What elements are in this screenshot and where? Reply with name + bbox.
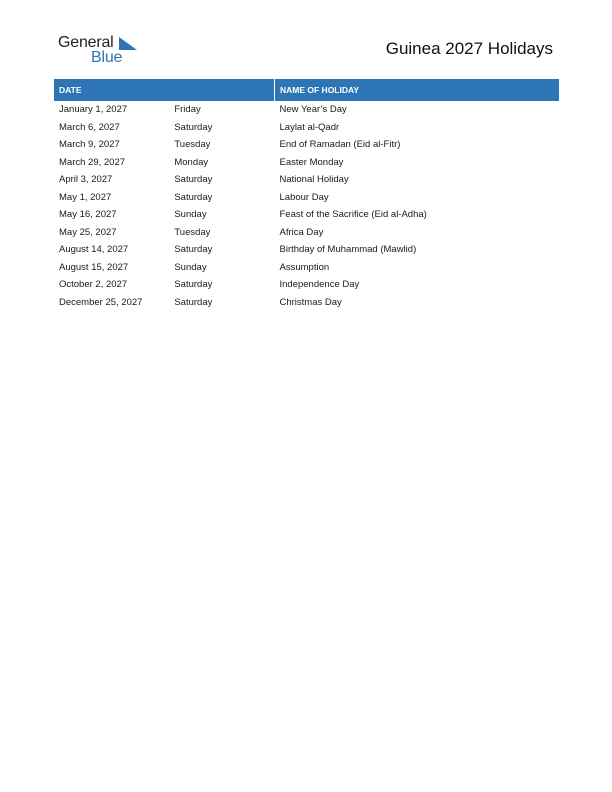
holiday-weekday: Saturday	[174, 244, 213, 256]
holiday-date: May 16, 2027	[59, 209, 117, 221]
holiday-name: Christmas Day	[279, 296, 342, 308]
holiday-weekday: Tuesday	[174, 226, 211, 238]
holiday-name: Africa Day	[279, 226, 324, 238]
holiday-name: Assumption	[279, 261, 330, 273]
holiday-name: Birthday of Muhammad (Mawlid)	[279, 244, 417, 256]
logo-text-general: General	[58, 34, 114, 51]
table-row	[54, 259, 559, 277]
table-row	[54, 294, 559, 312]
holiday-name: New Year’s Day	[279, 104, 347, 116]
holiday-weekday: Friday	[174, 104, 201, 116]
holiday-date: May 25, 2027	[59, 226, 117, 238]
holiday-weekday: Tuesday	[174, 139, 211, 151]
table-row	[54, 224, 559, 242]
holiday-name: Feast of the Sacrifice (Eid al-Adha)	[279, 209, 427, 221]
holiday-date: August 14, 2027	[59, 244, 129, 256]
holiday-date: October 2, 2027	[59, 279, 128, 291]
holiday-name: National Holiday	[279, 174, 349, 186]
table-row	[54, 136, 559, 154]
holiday-name: Labour Day	[279, 191, 329, 203]
table-row	[54, 276, 559, 294]
table-row	[54, 154, 559, 172]
table-row	[54, 241, 559, 259]
holiday-date: April 3, 2027	[59, 174, 113, 186]
holiday-weekday: Saturday	[174, 191, 213, 203]
table-header-row	[54, 79, 559, 101]
holiday-name: Laylat al-Qadr	[279, 121, 340, 133]
holiday-weekday: Saturday	[174, 174, 213, 186]
holiday-weekday: Saturday	[174, 279, 213, 291]
table-row	[54, 206, 559, 224]
header-date: DATE	[54, 79, 275, 101]
header-holiday-name: NAME OF HOLIDAY	[280, 85, 360, 95]
holiday-weekday: Monday	[174, 156, 209, 168]
holiday-date: December 25, 2027	[59, 296, 143, 308]
logo-text-blue: Blue	[91, 49, 123, 66]
holiday-name: End of Ramadan (Eid al-Fitr)	[279, 139, 401, 151]
table-body	[54, 101, 559, 311]
page-title: Guinea 2027 Holidays	[385, 39, 553, 58]
holiday-weekday: Sunday	[174, 261, 207, 273]
table-row	[54, 101, 559, 119]
holiday-weekday: Saturday	[174, 121, 213, 133]
holiday-date: March 29, 2027	[59, 156, 126, 168]
holiday-name: Easter Monday	[279, 156, 344, 168]
table-row	[54, 171, 559, 189]
holiday-date: March 9, 2027	[59, 139, 120, 151]
holiday-table	[54, 79, 559, 311]
holiday-weekday: Sunday	[174, 209, 207, 221]
table-row	[54, 189, 559, 207]
generalblue-logo	[58, 34, 148, 68]
holiday-weekday: Saturday	[174, 296, 213, 308]
holiday-date: March 6, 2027	[59, 121, 120, 133]
holiday-date: August 15, 2027	[59, 261, 129, 273]
holiday-date: January 1, 2027	[59, 104, 128, 116]
table-row	[54, 119, 559, 137]
holiday-name: Independence Day	[279, 279, 360, 291]
holiday-date: May 1, 2027	[59, 191, 112, 203]
